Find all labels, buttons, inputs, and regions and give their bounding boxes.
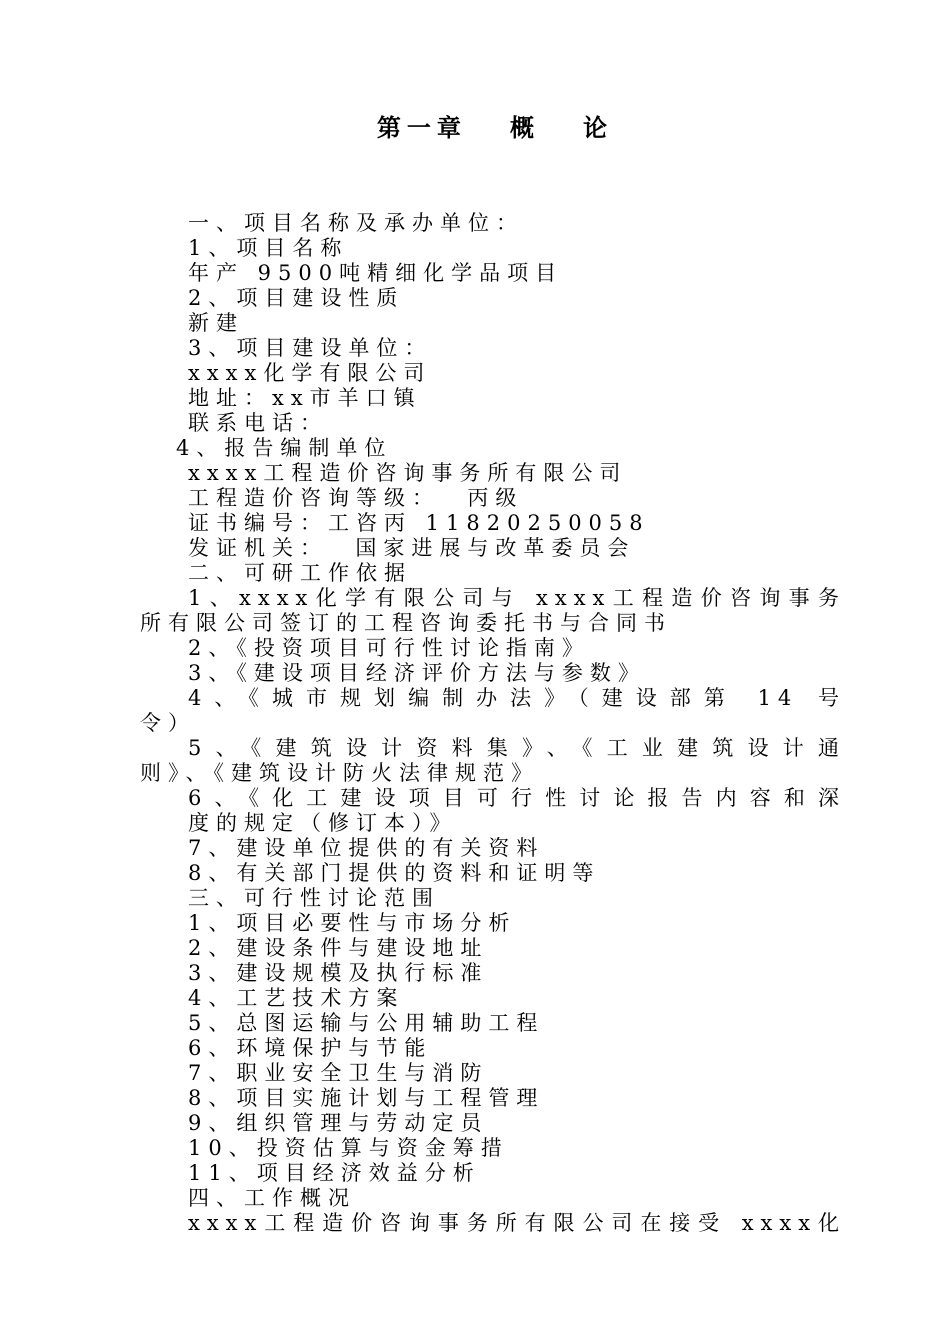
text-line: 地址：xx市羊口镇 — [188, 386, 422, 410]
text-line: 11、项目经济效益分析 — [188, 1161, 481, 1185]
text-line: 4、工艺技术方案 — [188, 986, 405, 1010]
text-line: 1、xxxx化学有限公司与 xxxx工程造价咨询事务 — [188, 586, 846, 610]
text-line: 3、建设规模及执行标准 — [188, 961, 489, 985]
text-line: 度的规定（修订本）》 — [188, 811, 458, 835]
text-line: 1、项目必要性与市场分析 — [188, 911, 517, 935]
text-line: 9、组织管理与劳动定员 — [188, 1111, 489, 1135]
text-line: xxxx工程造价咨询事务所有限公司 — [188, 461, 628, 485]
text-line: 4、报告编制单位 — [176, 436, 393, 460]
text-line: 5、总图运输与公用辅助工程 — [188, 1011, 545, 1035]
text-line: 所有限公司签订的工程咨询委托书与合同书 — [140, 611, 672, 635]
text-line: 10、投资估算与资金筹措 — [188, 1136, 509, 1160]
text-line: xxxx化学有限公司 — [188, 361, 432, 385]
section-heading-1: 一、项目名称及承办单位： — [188, 211, 524, 235]
text-line: xxxx工程造价咨询事务所有限公司在接受 xxxx化 — [188, 1211, 846, 1235]
text-line: 联系电话： — [188, 411, 328, 435]
text-line: 3、《建设项目经济评价方法与参数》 — [188, 661, 646, 685]
text-line: 6、《化工建设项目可行性讨论报告内容和深 — [188, 786, 846, 810]
text-line: 令） — [140, 711, 196, 735]
chapter-title: 第一章 概 论 — [376, 114, 614, 142]
section-heading-2: 二、可研工作依据 — [188, 561, 412, 585]
text-line: 8、有关部门提供的资料和证明等 — [188, 861, 601, 885]
text-line: 2、建设条件与建设地址 — [188, 936, 489, 960]
text-line: 发证机关： 国家进展与改革委员会 — [188, 536, 636, 560]
section-heading-3: 三、可行性讨论范围 — [188, 886, 440, 910]
text-line: 7、建设单位提供的有关资料 — [188, 836, 545, 860]
text-line: 8、项目实施计划与工程管理 — [188, 1086, 545, 1110]
text-line: 3、项目建设单位： — [188, 336, 433, 360]
text-line: 1、项目名称 — [188, 236, 349, 260]
text-line: 新建 — [188, 311, 244, 335]
text-line: 证书编号：工咨丙 11820250058 — [188, 511, 650, 535]
text-line: 4、《城市规划编制办法》（建设部第 14 号 — [188, 686, 846, 710]
text-line: 6、环境保护与节能 — [188, 1036, 433, 1060]
text-line: 7、职业安全卫生与消防 — [188, 1061, 489, 1085]
text-line: 工程造价咨询等级： 丙级 — [188, 486, 524, 510]
section-heading-4: 四、工作概况 — [188, 1186, 356, 1210]
text-line: 年产 9500吨精细化学品项目 — [188, 261, 564, 285]
text-line: 2、项目建设性质 — [188, 286, 405, 310]
text-line: 则》、《建筑设计防火法律规范》 — [140, 761, 539, 785]
text-line: 2、《投资项目可行性讨论指南》 — [188, 636, 590, 660]
text-line: 5、《建筑设计资料集》、《工业建筑设计通 — [188, 736, 846, 760]
